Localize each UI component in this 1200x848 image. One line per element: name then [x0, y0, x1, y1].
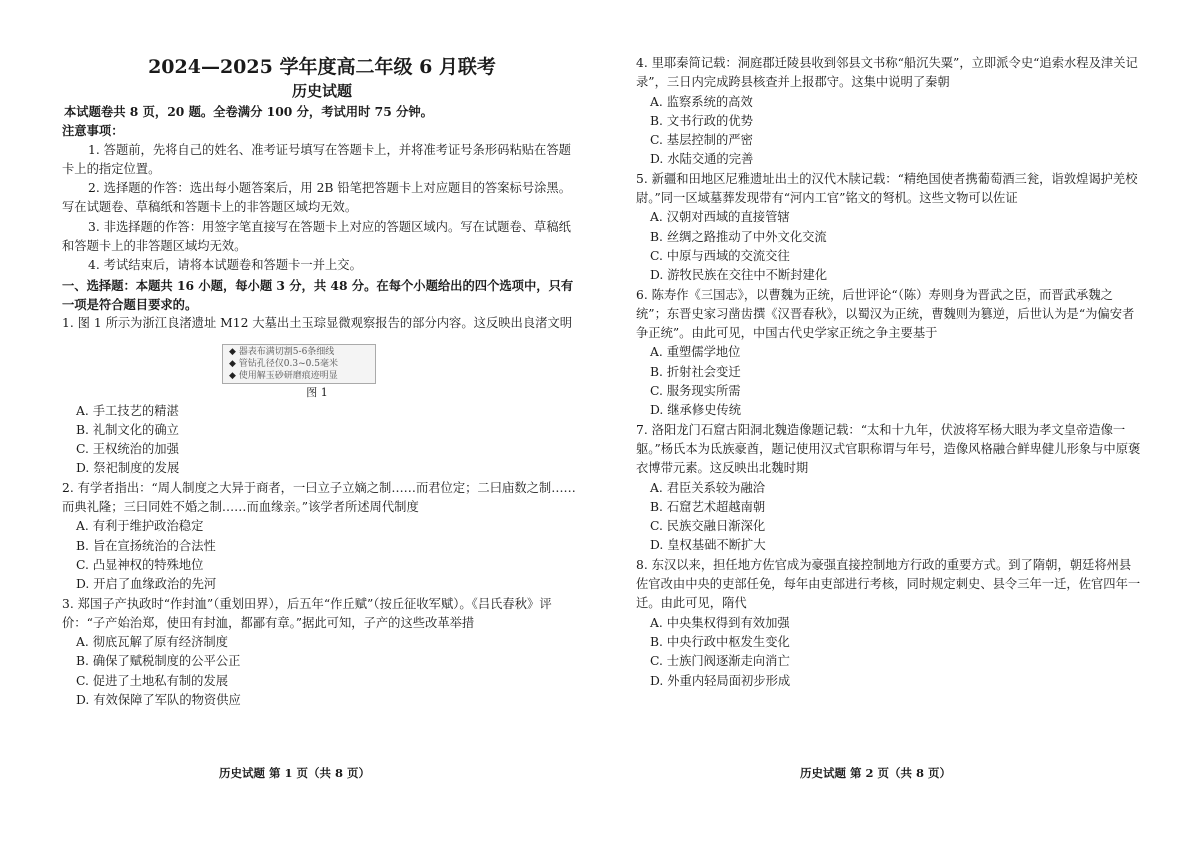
- option: B. 折射社会变迁: [650, 364, 741, 379]
- page-footer-left: 历史试题 第 1 页（共 8 页）: [219, 766, 371, 780]
- question-stem: 4. 里耶秦简记载：洞庭郡迁陵县收到邻县文书称“船沉失粟”，立即派令史“追索水程及津关记录”，三日内完成跨县核查并上报郡守。这集中说明了秦朝: [636, 56, 1138, 90]
- option: B. 丝绸之路推动了中外文化交流: [650, 229, 827, 244]
- option: D. 祭祀制度的发展: [76, 461, 180, 476]
- option: A. 手工技艺的精湛: [76, 403, 179, 418]
- question-3: [62, 595, 582, 711]
- figure-1: [222, 344, 376, 384]
- page-footer-right: 历史试题 第 2 页（共 8 页）: [800, 766, 952, 780]
- notes-heading: 注意事项：: [62, 123, 124, 139]
- option: A. 君臣关系较为融洽: [650, 480, 766, 495]
- figure-caption: 图 1: [306, 385, 328, 399]
- figure-line: ◆ 器表布满切割5-6条细线: [229, 346, 369, 358]
- option: D. 开启了血缘政治的先河: [76, 577, 217, 592]
- option: D. 继承修史传统: [650, 403, 742, 418]
- left-page: [62, 0, 582, 710]
- question-stem: 8. 东汉以来，担任地方佐官成为豪强直接控制地方行政的重要方式。到了隋朝，朝廷将州县佐官改由中央的吏部任免，每年由吏部进行考核，同时规定刺史、县令三年一迁，佐官四年一迁。由此可见，隋代: [636, 557, 1141, 611]
- question-stem: 6. 陈寿作《三国志》，以曹魏为正统，后世评论“（陈）寿则身为晋武之臣，而晋武承魏之统”；东晋史家习凿齿撰《汉晋春秋》，以蜀汉为正统，曹魏则为篡逆，后世认为是“为偏安者争正统”。由此可见，中国古代史学家正统之争主要基于: [636, 287, 1135, 341]
- option: A. 汉朝对西域的直接管辖: [650, 210, 790, 225]
- option: B. 旨在宣扬统治的合法性: [76, 538, 216, 553]
- option: D. 皇权基础不断扩大: [650, 538, 766, 553]
- option: A. 监察系统的高效: [650, 94, 753, 109]
- option: B. 确保了赋税制度的公平公正: [76, 654, 241, 669]
- option: C. 促进了土地私有制的发展: [76, 673, 229, 688]
- option: D. 水陆交通的完善: [650, 152, 754, 167]
- question-stem: 7. 洛阳龙门石窟古阳洞北魏造像题记载：“太和十九年，伏波将军杨大眼为孝文皇帝造像一躯。”杨氏本为氐族豪酋，题记使用汉式官职称谓与年号，造像风格融合鲜卑健儿形象与中原褒衣博带元素。这反映出北魏时期: [636, 422, 1141, 476]
- question-1: [62, 314, 582, 478]
- option: B. 礼制文化的确立: [76, 422, 179, 437]
- option: C. 民族交融日渐深化: [650, 519, 766, 534]
- option: A. 有利于维护政治稳定: [76, 519, 204, 534]
- option: A. 重塑儒学地位: [650, 345, 741, 360]
- figure-line: ◆ 管钻孔径仅0.3~0.5毫米: [229, 358, 369, 370]
- option: D. 有效保障了军队的物资供应: [76, 693, 241, 708]
- question-6: [636, 286, 1142, 421]
- exam-title: 2024—2025 学年度高二年级 6 月联考: [148, 56, 496, 78]
- option: C. 王权统治的加强: [76, 442, 179, 457]
- note-item: 3. 非选择题的作答：用签字笔直接写在答题卡上对应的答题区域内。写在试题卷、草稿纸和答题卡上的非答题区域均无效。: [62, 219, 571, 254]
- note-item: 1. 答题前，先将自己的姓名、准考证号填写在答题卡上，并将准考证号条形码粘贴在答题卡上的指定位置。: [62, 142, 571, 176]
- section-heading: 一、选择题：本题共 16 小题，每小题 3 分，共 48 分。在每个小题给出的四个选项中，只有一项是符合题目要求的。: [62, 277, 574, 312]
- option: C. 服务现实所需: [650, 384, 741, 399]
- option: B. 文书行政的优势: [650, 113, 753, 128]
- option: C. 凸显神权的特殊地位: [76, 557, 204, 572]
- question-5: [636, 170, 1142, 286]
- question-4: [636, 54, 1142, 170]
- question-stem: 1. 图 1 所示为浙江良渚遗址 M12 大墓出土玉琮显微观察报告的部分内容。这反映出良渚文明: [62, 316, 573, 331]
- option: A. 中央集权得到有效加强: [650, 615, 790, 630]
- figure-line: ◆ 使用解玉砂研磨痕迹明显: [229, 370, 369, 382]
- question-stem: 3. 郑国子产执政时“作封洫”（重划田界），后五年“作丘赋”（按丘征收军赋）。《吕氏春秋》评价：“子产始治郑，使田有封洫，都鄙有章。”据此可知，子产的这些改革举措: [62, 596, 552, 630]
- option: A. 彻底瓦解了原有经济制度: [76, 635, 228, 650]
- question-stem: 5. 新疆和田地区尼雅遗址出土的汉代木牍记载：“精绝国使者携葡萄酒三瓮，诣敦煌谒护羌校尉。”同一区域墓葬发现带有“河内工官”铭文的弩机。这些文物可以佐证: [636, 171, 1138, 206]
- question-2: [62, 479, 582, 595]
- option: C. 士族门阀逐渐走向消亡: [650, 654, 790, 669]
- option: C. 基层控制的严密: [650, 133, 753, 148]
- option: C. 中原与西域的交流交往: [650, 248, 790, 263]
- option: B. 中央行政中枢发生变化: [650, 634, 790, 649]
- question-8: [636, 556, 1142, 691]
- option: B. 石窟艺术超越南朝: [650, 499, 766, 514]
- note-item: 2. 选择题的作答：选出每小题答案后，用 2B 铅笔把答题卡上对应题目的答案标号涂黑。写在试题卷、草稿纸和答题卡上的非答题区域均无效。: [62, 181, 572, 215]
- exam-info: 本试题卷共 8 页，20 题。全卷满分 100 分，考试用时 75 分钟。: [64, 104, 433, 119]
- question-stem: 2. 有学者指出：“周人制度之大异于商者，一曰立子立嫡之制……而君位定；二曰庙数之制……而典礼隆；三曰同姓不婚之制……而血缘亲。”该学者所述周代制度: [62, 480, 576, 515]
- question-7: [636, 421, 1142, 556]
- note-item: 4. 考试结束后，请将本试题卷和答题卡一并上交。: [88, 258, 362, 273]
- right-page: [636, 0, 1142, 691]
- exam-subtitle: 历史试题: [291, 82, 352, 100]
- option: D. 游牧民族在交往中不断封建化: [650, 268, 828, 283]
- option: D. 外重内轻局面初步形成: [650, 673, 791, 688]
